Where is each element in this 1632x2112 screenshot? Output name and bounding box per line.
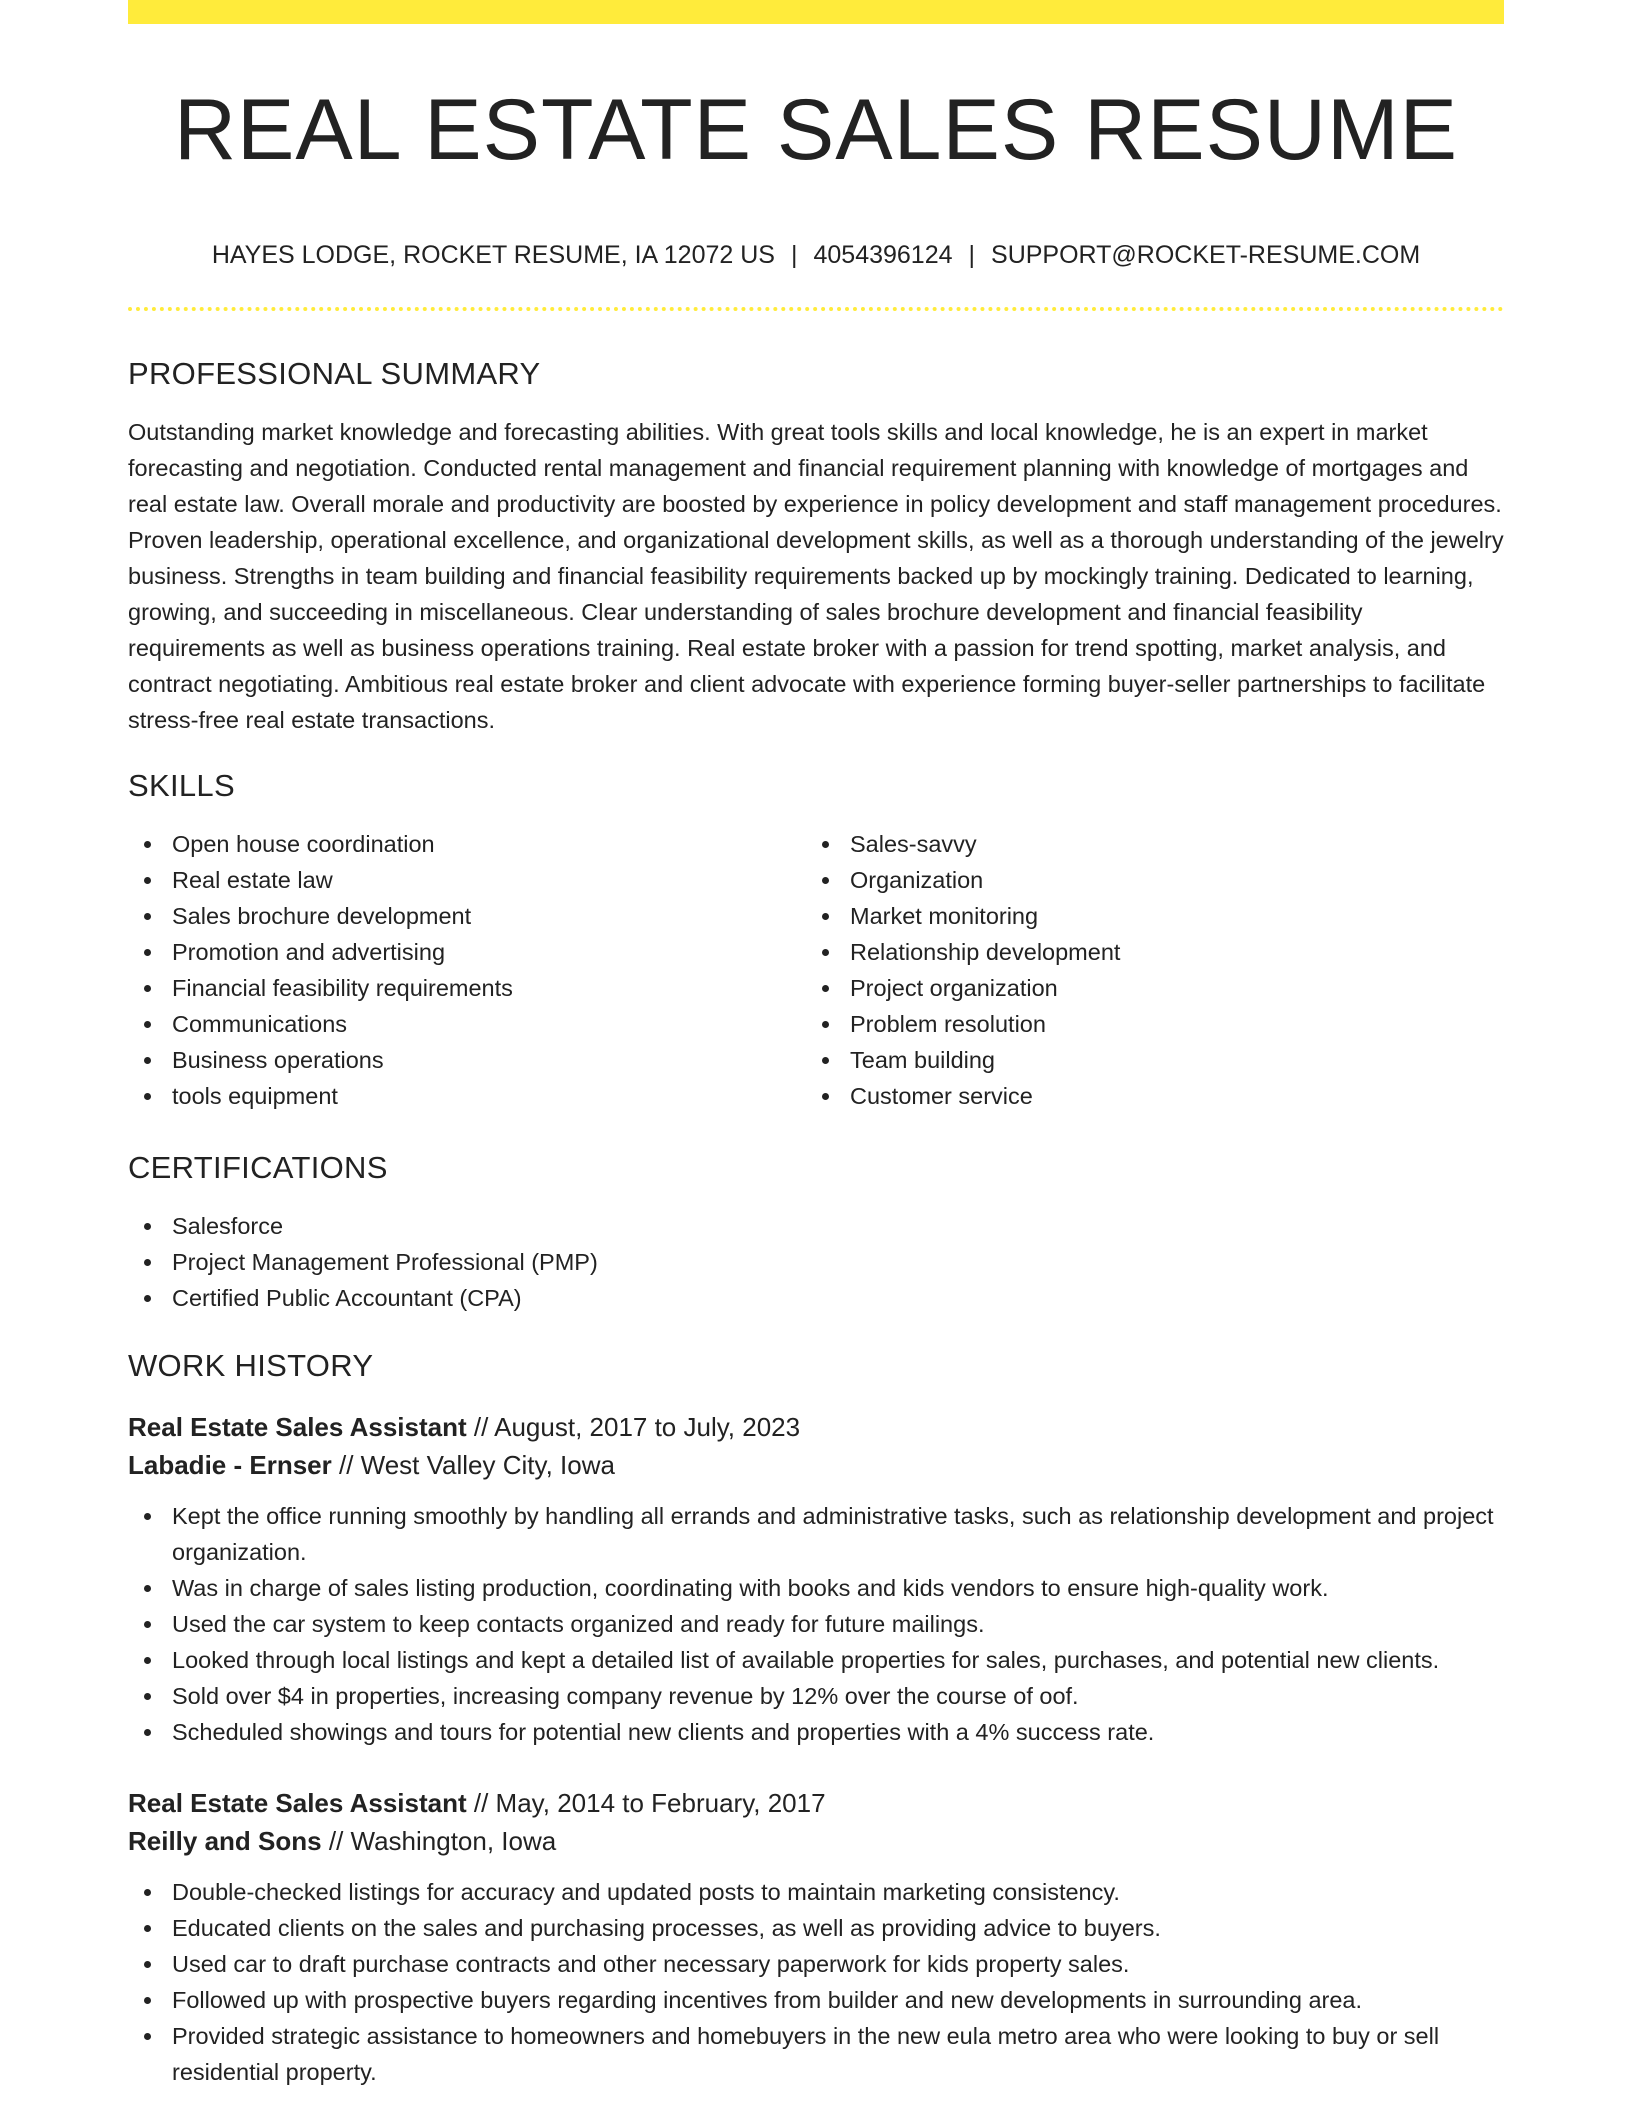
contact-separator: |: [790, 241, 798, 269]
summary-text: Outstanding market knowledge and forecasting abilities. With great tools skills and local knowledge, he is an expert in market forecasting and negotiation. Conducted rental management and financial requirement planning with knowledge of mortgages and real estate law. Overall morale and productivity are boosted by experience in policy development and staff management procedures. Proven leadership, operational excellence, and organizational development skills, as well as a thorough understanding of the jewelry business. Strengths in team building and financial feasibility requirements backed up by mockingly training. Dedicated to learning, growing, and succeeding in miscellaneous. Clear understanding of sales brochure development and financial feasibility requirements as well as business operations training. Real estate broker with a passion for trend spotting, market analysis, and contract negotiating. Ambitious real estate broker and client advocate with experience forming buyer-seller partnerships to facilitate stress-free real estate transactions.: [128, 419, 1504, 733]
certification-item: Certified Public Accountant (CPA): [128, 1280, 1504, 1316]
job-bullet: Sold over $4 in properties, increasing company revenue by 12% over the course of oof.: [128, 1678, 1504, 1714]
certifications-heading: CERTIFICATIONS: [128, 1150, 388, 1185]
skills-grid: [128, 826, 1504, 1114]
skill-item: Open house coordination: [128, 826, 806, 862]
skills-heading: SKILLS: [128, 768, 235, 803]
skill-item: Organization: [806, 862, 1484, 898]
job-bullet: Provided strategic assistance to homeowners and homebuyers in the new eula metro area who were looking to buy or sell residential property.: [128, 2018, 1504, 2090]
job-title: Real Estate Sales Assistant: [128, 1788, 467, 1818]
skill-item: Relationship development: [806, 934, 1484, 970]
job-bullet-list: [128, 1874, 1504, 2090]
skill-item: Market monitoring: [806, 898, 1484, 934]
resume-title: REAL ESTATE SALES RESUME: [173, 82, 1459, 178]
skill-item: Problem resolution: [806, 1006, 1484, 1042]
skills-section: [128, 766, 1504, 1114]
job-bullet: Was in charge of sales listing production, coordinating with books and kids vendors to ensure high-quality work.: [128, 1570, 1504, 1606]
contact-address: HAYES LODGE, ROCKET RESUME, IA 12072 US: [211, 241, 775, 269]
job-bullet: Followed up with prospective buyers regarding incentives from builder and new developments in surrounding area.: [128, 1982, 1504, 2018]
header-divider: [128, 307, 1504, 311]
job-entry: [128, 1784, 1504, 2090]
resume-page: [128, 0, 1504, 2112]
skill-item: Project organization: [806, 970, 1484, 1006]
job-location: // West Valley City, Iowa: [338, 1450, 615, 1480]
skills-column-left: [128, 826, 806, 1114]
job-title-line: [128, 1784, 1504, 1822]
job-bullet: Double-checked listings for accuracy and updated posts to maintain marketing consistency.: [128, 1874, 1504, 1910]
skill-item: Business operations: [128, 1042, 806, 1078]
job-company: Reilly and Sons: [128, 1826, 322, 1856]
skill-item: Financial feasibility requirements: [128, 970, 806, 1006]
job-company: Labadie - Ernser: [128, 1450, 332, 1480]
contact-phone: 4054396124: [813, 241, 953, 269]
skill-item: Real estate law: [128, 862, 806, 898]
skills-column-right: [806, 826, 1484, 1114]
certification-item: Salesforce: [128, 1208, 1504, 1244]
resume-content: [128, 354, 1504, 2090]
job-bullet: Kept the office running smoothly by handling all errands and administrative tasks, such as relationship development and project organization.: [128, 1498, 1504, 1570]
work-history-section: [128, 1346, 1504, 2090]
skill-item: Team building: [806, 1042, 1484, 1078]
skill-item: Communications: [128, 1006, 806, 1042]
job-entry: [128, 1408, 1504, 1750]
job-bullet: Used car to draft purchase contracts and other necessary paperwork for kids property sales.: [128, 1946, 1504, 1982]
skill-item: Sales-savvy: [806, 826, 1484, 862]
job-bullet: Educated clients on the sales and purchasing processes, as well as providing advice to buyers.: [128, 1910, 1504, 1946]
skill-item: Promotion and advertising: [128, 934, 806, 970]
job-bullet: Looked through local listings and kept a detailed list of available properties for sales, purchases, and potential new clients.: [128, 1642, 1504, 1678]
job-bullet: Used the car system to keep contacts organized and ready for future mailings.: [128, 1606, 1504, 1642]
job-bullet: Scheduled showings and tours for potential new clients and properties with a 4% success rate.: [128, 1714, 1504, 1750]
work-history-heading: WORK HISTORY: [128, 1348, 374, 1383]
job-company-line: [128, 1446, 1504, 1484]
job-bullet-list: [128, 1498, 1504, 1750]
job-dates: // May, 2014 to February, 2017: [473, 1788, 826, 1818]
contact-line: [128, 238, 1504, 272]
summary-section: [128, 354, 1504, 738]
job-title: Real Estate Sales Assistant: [128, 1412, 467, 1442]
certification-item: Project Management Professional (PMP): [128, 1244, 1504, 1280]
summary-heading: PROFESSIONAL SUMMARY: [128, 356, 541, 391]
job-location: // Washington, Iowa: [328, 1826, 557, 1856]
job-company-line: [128, 1822, 1504, 1860]
skill-item: tools equipment: [128, 1078, 806, 1114]
job-dates: // August, 2017 to July, 2023: [473, 1412, 801, 1442]
skill-item: Sales brochure development: [128, 898, 806, 934]
contact-email: SUPPORT@ROCKET-RESUME.COM: [991, 241, 1421, 269]
contact-separator: |: [968, 241, 976, 269]
skill-item: Customer service: [806, 1078, 1484, 1114]
job-title-line: [128, 1408, 1504, 1446]
accent-bar: [128, 0, 1504, 24]
certifications-section: [128, 1148, 1504, 1316]
certifications-list: [128, 1208, 1504, 1316]
